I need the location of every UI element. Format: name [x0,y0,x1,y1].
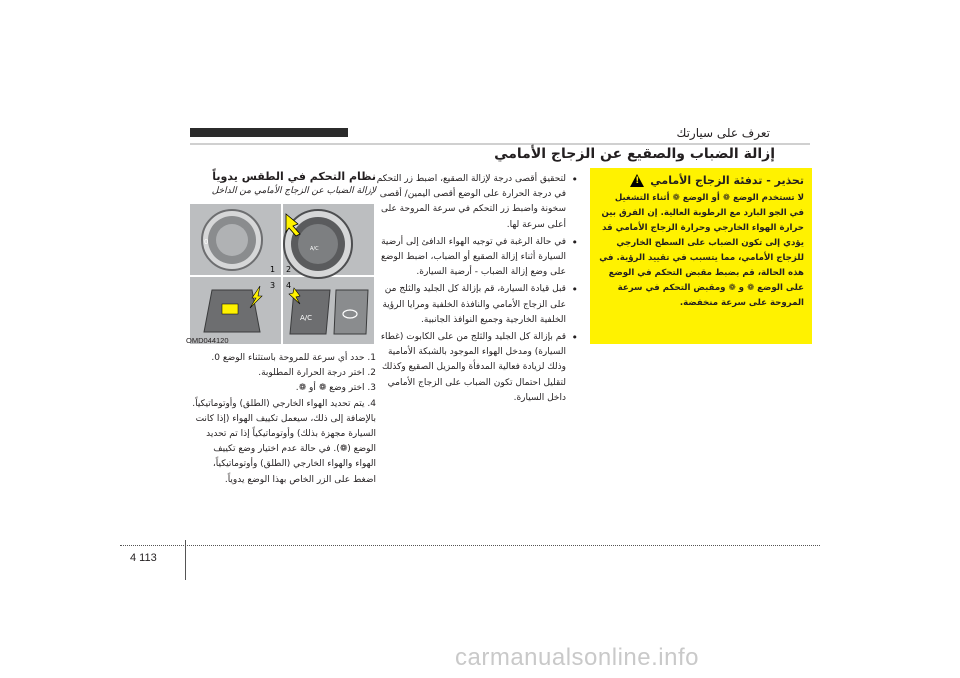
warning-box [590,168,812,344]
defog-steps [190,351,376,488]
header-title: تعرف على سيارتك [676,126,770,140]
step-item: 4. يتم تحديد الهواء الخارجي (الطلق) وأوتوماتيكياً. بالإضافة إلى ذلك، سيعمل تكييف الهواء (إذا كانت السيارة مجهزة بذلك) وأوتوماتيكياً إذا تم تحديد الوضع (❁). في حالة عدم اختيار وضع تكييف الهواء والهواء الخارجي (الطلق) وأوتوماتيكياً، اضغط على الزر الخاص بهذا الوضع يدوياً. [192,398,376,485]
knob-zero-label: 0 [204,238,209,246]
page-number: 4 113 [130,552,157,564]
footer-rule [120,545,820,546]
step-item: 3. اختر وضع ❁ أو ❁. [295,383,376,394]
defrost-indicator-icon [222,304,238,314]
warning-heading [598,174,804,187]
manual-climate-title: نظام التحكم في الطقس يدوياً [212,170,376,183]
callout-2: 2 [286,265,292,274]
bullet-item: • قم بإزالة كل الجليد والثلج من على الكابوت (غطاء السيارة) ومدخل الهواء الموجود بالشبكة الأمامية وذلك لزيادة فعالية المدفأة والمزيل الصقيع وكذلك لتقليل احتمال تكون الضباب على الزجاج الأمامي داخل السيارة. [368,330,566,406]
header-rule [190,143,810,145]
crop-mark [185,540,186,580]
warning-heading-text: تحذير - تدفئة الزجاج الأمامي [650,174,804,187]
bullet-item: • قبل قيادة السيارة، قم بإزالة كل الجليد والثلج من على الزجاج الأمامي والنافذة الخلفية ومرايا الرؤية الخلفية الخارجية وجميع النوافذ الجانبية. [368,282,566,328]
svg-text:A/C: A/C [300,314,313,322]
warning-triangle-icon [630,174,644,187]
callout-3: 3 [270,281,276,290]
bullet-list [368,172,578,408]
watermark: carmanualsonline.info [455,644,699,671]
callout-4: 4 [286,281,292,290]
svg-text:A/C: A/C [310,246,319,252]
photo-code: OMD044120 [186,336,229,345]
bullet-item: • لتحقيق أقصى درجة لإزالة الصقيع، اضبط زر التحكم في درجة الحرارة على الوضع أقصى اليمين/ أقصى سخونة واضبط زر التحكم في سرعة المروحة على أعلى سرعة لها. [368,172,566,233]
bullet-item: • في حالة الرغبة في توجيه الهواء الدافئ إلى أرضية السيارة أثناء إزالة الصقيع أو الضباب، اضبط الوضع على وضع إزالة الضباب - أرضية السيارة. [368,235,566,281]
header-bar [190,128,348,137]
control-panel-illustration [190,204,374,344]
section-title: إزالة الضباب والصقيع عن الزجاج الأمامي [494,146,775,162]
manual-climate-subtitle: لإزالة الضباب عن الزجاج الأمامي من الداخل [211,186,376,196]
callout-1: 1 [270,265,276,274]
warning-body: لا تستخدم الوضع ❁ أو الوضع ❁ أثناء التشغيل في الجو البارد مع الرطوبة العالية. إن الفرق بين حرارة الهواء الخارجي وحرارة الزجاج الأمامي قد يؤدي إلى تكون الضباب على السطح الخارجي للزجاج الأمامي، مما يتسبب في تقييد الرؤية. في هذه الحالة، قم بضبط مقبض التحكم في الوضع على الوضع ❁ و ❁ ومقبض التحكم في سرعة المروحة على سرعة منخفضة. [599,193,804,308]
step-item: 1. حدد أي سرعة للمروحة باستثناء الوضع 0. [211,353,376,363]
control-panel-photo [190,204,374,344]
step-item: 2. اختر درجة الحرارة المطلوبة. [258,368,376,379]
